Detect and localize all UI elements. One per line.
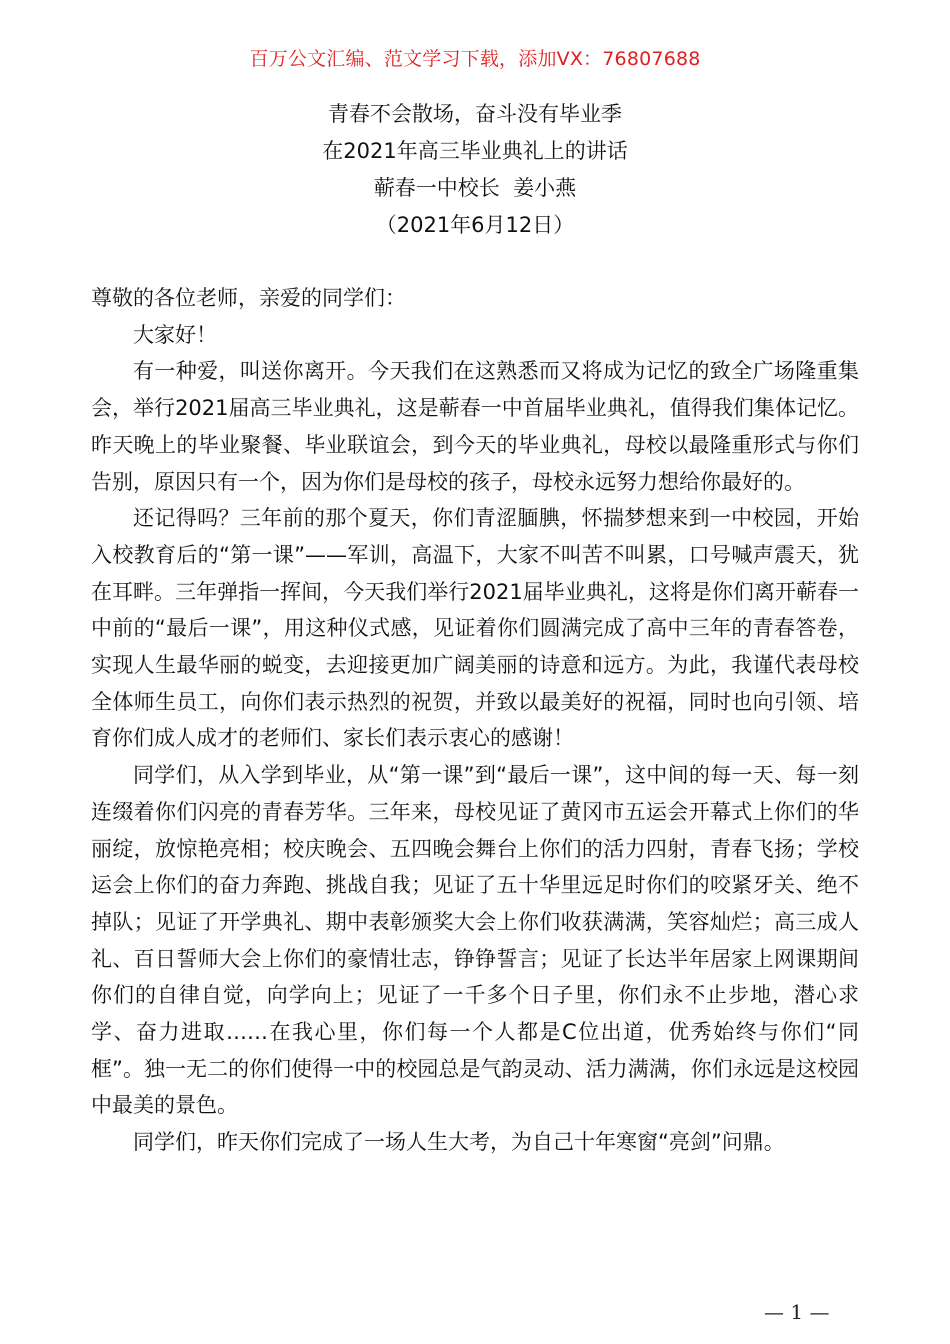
paragraph: 有一种爱，叫送你离开。今天我们在这熟悉而又将成为记忆的致全广场隆重集会，举行2021届高三毕业典礼，这是蕲春一中首届毕业典礼，值得我们集体记忆。昨天晚上的毕业聚餐、毕业联谊会，到今天的毕业典礼，母校以最隆重形式与你们告别，原因只有一个，因为你们是母校的孩子，母校永远努力想给你最好的。 — [91, 359, 859, 494]
document-header — [0, 96, 950, 244]
paragraph: 同学们，昨天你们完成了一场人生大考，为自己十年寒窗“亮剑”问鼎。 — [133, 1130, 785, 1155]
speaker-line: 蕲春一中校长 姜小燕 — [373, 176, 577, 200]
paragraph: 还记得吗？三年前的那个夏天，你们青涩腼腆，怀揣梦想来到一中校园，开始入校教育后的“第一课”——军训，高温下，大家不叫苦不叫累，口号喊声震天，犹在耳畔。三年弹指一挥间，今天我们举行2021届毕业典礼，这将是你们离开蕲春一中前的“最后一课”，用这种仪式感，见证着你们圆满完成了高中三年的青春答卷，实现人生最华丽的蜕变，去迎接更加广阔美丽的诗意和远方。为此，我谨代表母校全体师生员工，向你们表示热烈的祝贺，并致以最美好的祝福，同时也向引领、培育你们成人成才的老师们、家长们表示衷心的感谢！ — [91, 506, 859, 751]
document-body — [91, 280, 859, 1161]
watermark-banner: 百万公文汇编、范文学习下载，添加VX：76807688 — [249, 48, 701, 70]
salutation: 尊敬的各位老师，亲爱的同学们： — [91, 286, 406, 310]
page-number: — 1 — — [764, 1300, 830, 1324]
paragraph: 大家好！ — [133, 322, 217, 347]
document-subtitle: 在2021年高三毕业典礼上的讲话 — [322, 139, 628, 163]
document-title: 青春不会散场，奋斗没有毕业季 — [328, 102, 622, 126]
speech-date: （2021年6月12日） — [375, 213, 575, 237]
paragraph: 同学们，从入学到毕业，从“第一课”到“最后一课”，这中间的每一天、每一刻连缀着你们闪亮的青春芳华。三年来，母校见证了黄冈市五运会开幕式上你们的华丽绽，放惊艳亮相；校庆晚会、五四晚会舞台上你们的活力四射，青春飞扬；学校运会上你们的奋力奔跑、挑战自我；见证了五十华里远足时你们的咬紧牙关、绝不掉队；见证了开学典礼、期中表彰颁奖大会上你们收获满满，笑容灿烂；高三成人礼、百日誓师大会上你们的豪情壮志，铮铮誓言；见证了长达半年居家上网课期间你们的自律自觉，向学向上；见证了一千多个日子里，你们永不止步地，潜心求学、奋力进取……在我心里，你们每一个人都是C位出道，优秀始终与你们“同框”。独一无二的你们使得一中的校园总是气韵灵动、活力满满，你们永远是这校园中最美的景色。 — [91, 763, 859, 1118]
